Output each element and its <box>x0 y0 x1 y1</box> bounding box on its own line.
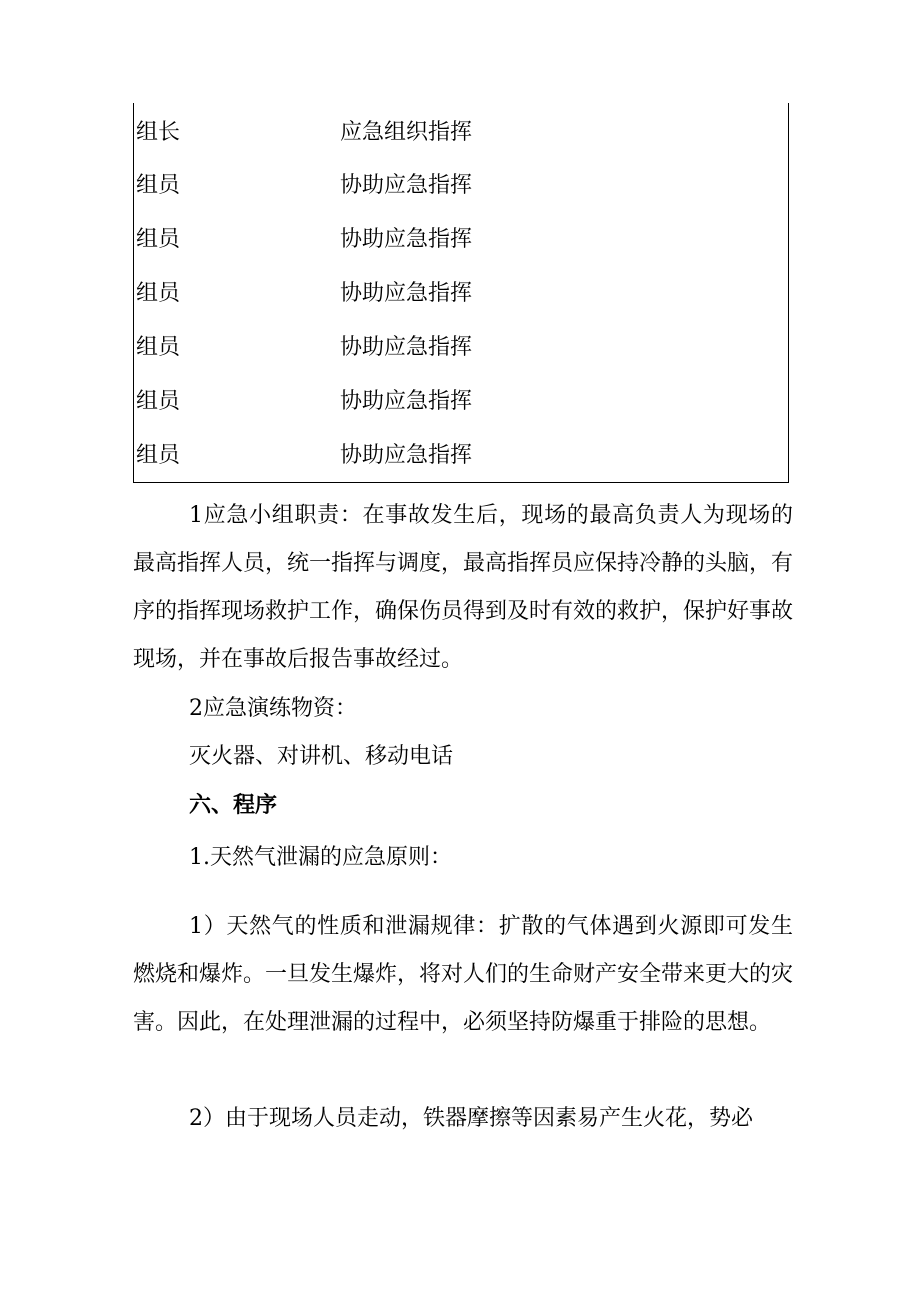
table-row <box>134 166 788 206</box>
role-duty: 应急组织指挥 <box>340 120 473 145</box>
table-row <box>134 220 788 260</box>
spark-risk-paragraph: 2）由于现场人员走动，铁器摩擦等因素易产生火花，势必 <box>189 1106 753 1131</box>
table-row <box>134 436 788 476</box>
drill-supplies-label: 2应急演练物资： <box>189 696 357 721</box>
table-row <box>134 274 788 314</box>
drill-supplies-list: 灭火器、对讲机、移动电话 <box>189 744 454 769</box>
section-heading: 六、程序 <box>189 792 278 818</box>
team-duties-paragraph: 1应急小组职责：在事故发生后，现场的最高负责人为现场的最高指挥人员，统一指挥与调度，最高指挥员应保持冷静的头脑，有序的指挥现场救护工作，确保伤员得到及时有效的救护，保护好事故现场，并在事故后报告事故经过。 <box>133 503 794 672</box>
role-title: 组员 <box>136 281 181 306</box>
role-title: 组员 <box>136 389 181 414</box>
role-duty: 协助应急指挥 <box>340 281 473 306</box>
role-duty: 协助应急指挥 <box>340 335 473 360</box>
emergency-team-table <box>133 103 789 483</box>
gas-properties-paragraph: 1）天然气的性质和泄漏规律：扩散的气体遇到火源即可发生燃烧和爆炸。一旦发生爆炸，将对人们的生命财产安全带来更大的灾害。因此，在处理泄漏的过程中，必须坚持防爆重于排险的思想。 <box>133 914 794 1035</box>
table-row <box>134 328 788 368</box>
role-title: 组员 <box>136 335 181 360</box>
role-title: 组员 <box>136 443 181 468</box>
gas-leak-principles-title: 1.天然气泄漏的应急原则： <box>189 845 452 870</box>
role-title: 组员 <box>136 173 181 198</box>
role-duty: 协助应急指挥 <box>340 227 473 252</box>
role-duty: 协助应急指挥 <box>340 443 473 468</box>
role-title: 组长 <box>136 120 181 145</box>
table-row <box>134 382 788 422</box>
role-duty: 协助应急指挥 <box>340 173 473 198</box>
table-row <box>134 113 788 153</box>
role-duty: 协助应急指挥 <box>340 389 473 414</box>
role-title: 组员 <box>136 227 181 252</box>
